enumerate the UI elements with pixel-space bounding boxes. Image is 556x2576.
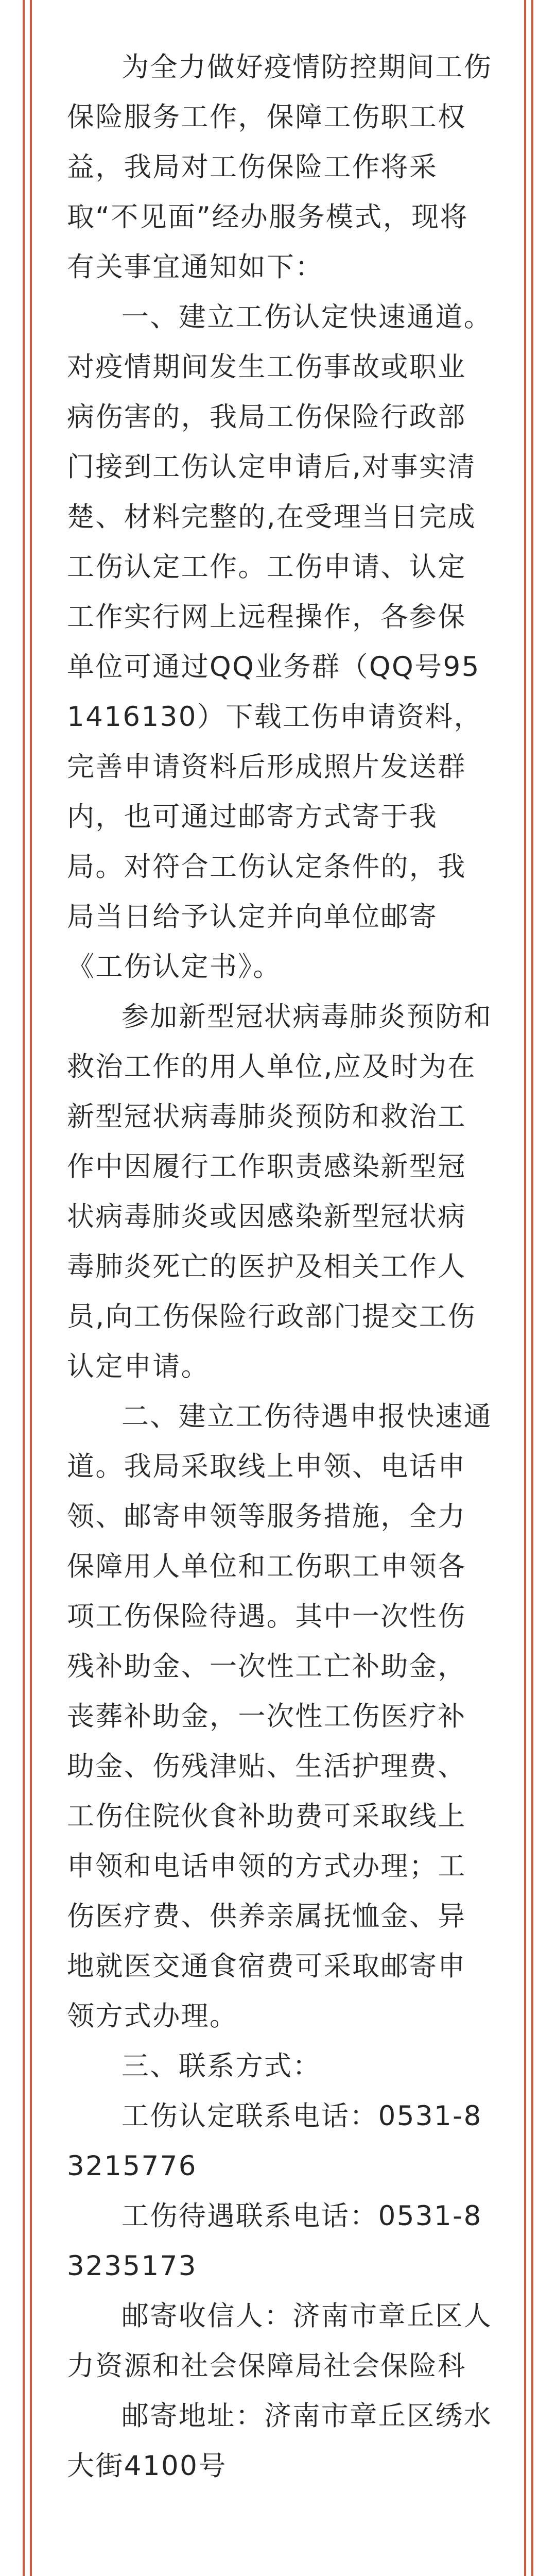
intro-paragraph: 为全力做好疫情防控期间工伤保险服务工作，保障工伤职工权益，我局对工伤保险工作将采取“不见面”经办服务模式，现将有关事宜通知如下： — [67, 52, 493, 283]
section-2-paragraph: 二、建立工伤待遇申报快速通道。我局采取线上申领、电话申领、邮寄申领等服务措施，全力保障用人单位和工伤职工申领各项工伤保险待遇。其中一次性伤残补助金、一次性工亡补助金，丧葬补助金，一次性工伤医疗补助金、伤残津贴、生活护理费、工伤住院伙食补助费可采取线上申领和电话申领的方式办理；工伤医疗费、供养亲属抚恤金、异地就医交通食宿费可采取邮寄申领方式办理。 — [67, 1401, 493, 2032]
injury-recognition-phone: 工伤认定联系电话：0531-83215776 — [67, 2100, 482, 2182]
section-1-extra-paragraph: 参加新型冠状病毒肺炎预防和救治工作的用人单位,应及时为在新型冠状病毒肺炎预防和救治工作中因履行工作职责感染新型冠状病毒肺炎或因感染新型冠状病毒肺炎死亡的医护及相关工作人员,向工伤保险行政部门提交工伤认定申请。 — [67, 1001, 493, 1382]
mail-recipient: 邮寄收信人：济南市章丘区人力资源和社会保障局社会保险科 — [67, 2300, 493, 2382]
injury-benefit-phone: 工伤待遇联系电话：0531-83235173 — [67, 2200, 482, 2282]
section-1-paragraph: 一、建立工伤认定快速通道。对疫情期间发生工伤事故或职业病伤害的，我局工伤保险行政部门接到工伤认定申请后,对事实清楚、材料完整的,在受理当日完成工伤认定工作。工伤申请、认定工作实行网上远程操作，各参保单位可通过QQ业务群（QQ号951416130）下载工伤申请资料，完善申请资料后形成照片发送群内，也可通过邮寄方式寄于我局。对符合工伤认定条件的，我局当日给予认定并向单位邮寄《工伤认定书》。 — [67, 301, 493, 982]
notice-body — [67, 42, 494, 2491]
contact-heading: 三、联系方式： — [121, 2050, 321, 2082]
mail-address: 邮寄地址：济南市章丘区绣水大街4100号 — [67, 2400, 493, 2482]
